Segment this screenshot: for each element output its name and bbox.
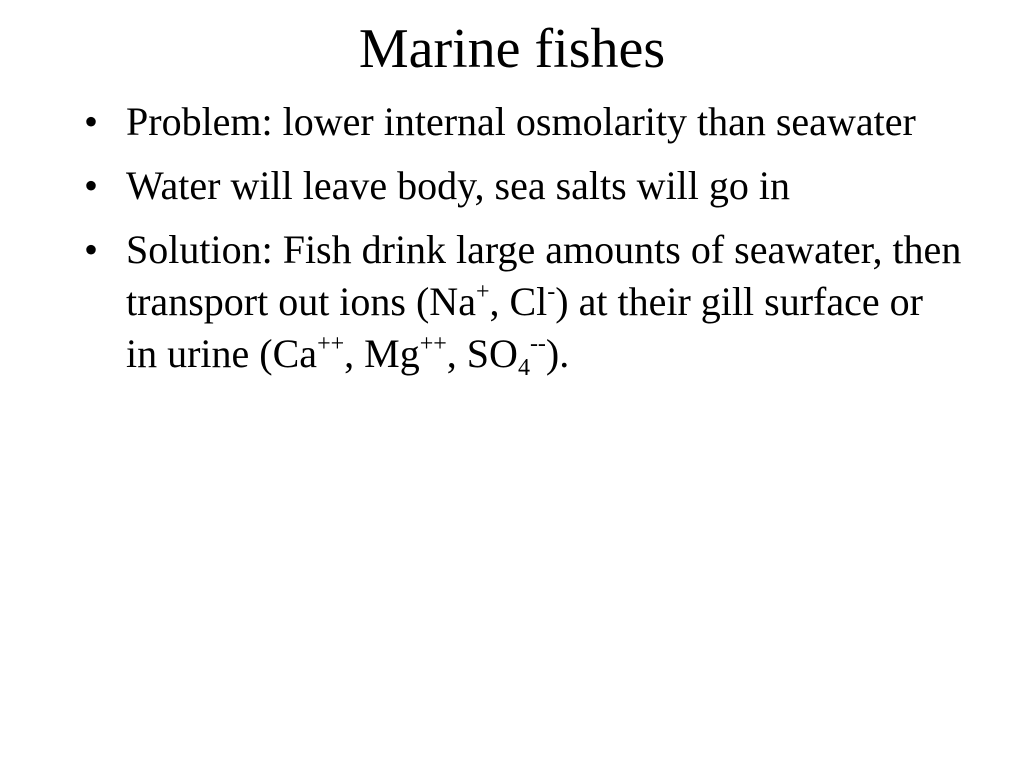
bullet-item-solution [84,224,964,380]
text-run: , SO [446,331,518,376]
superscript: - [547,279,556,305]
superscript: ++ [317,331,345,357]
text-run: ). [545,331,570,376]
bullet-icon: • [84,99,99,144]
bullet-text: Problem: lower internal osmolarity than seawater [126,99,916,144]
bullet-list [84,96,964,392]
subscript: 4 [517,355,530,381]
bullet-item-problem [84,96,964,148]
bullet-item-water [84,160,964,212]
bullet-icon: • [84,227,99,272]
superscript: + [475,279,490,305]
text-run: Solution: Fish drink large amounts of seawater, then transport out ions (Na [126,227,962,324]
superscript: ++ [419,331,447,357]
bullet-text [126,227,962,381]
superscript: -- [529,331,546,357]
text-run: , Cl [489,279,548,324]
bullet-icon: • [84,163,99,208]
text-run: ) at their gill surface or in urine (Ca [126,279,923,376]
bullet-text: Water will leave body, sea salts will go in [126,163,791,208]
text-run: , Mg [344,331,420,376]
slide-title: Marine fishes [358,18,666,80]
